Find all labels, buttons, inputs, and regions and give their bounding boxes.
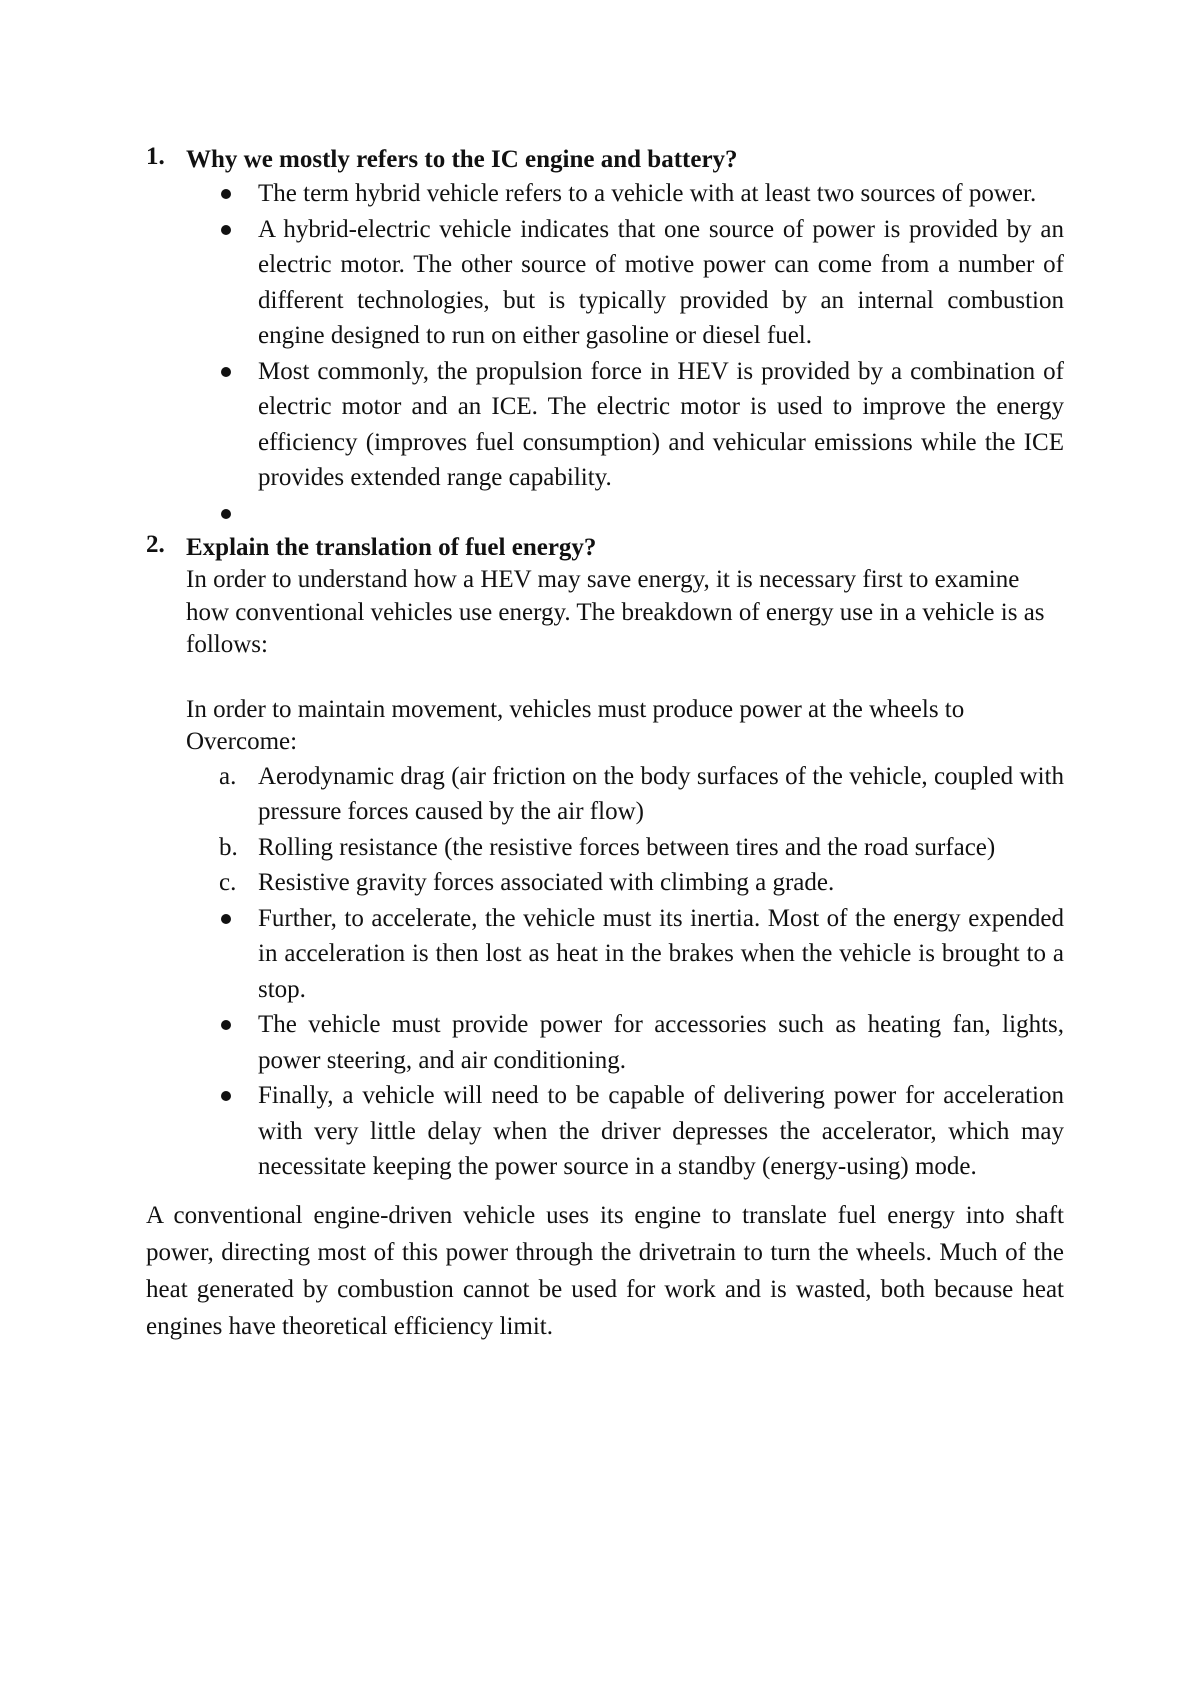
list-item	[186, 212, 1064, 354]
bullet-text: Further, to accelerate, the vehicle must its inertia. Most of the energy expended in acceleration is then lost as heat in the brakes when the vehicle is brought to a stop.	[258, 904, 1064, 1003]
spacer	[186, 662, 1064, 694]
list-item-text: Rolling resistance (the resistive forces between tires and the road surface)	[258, 833, 996, 861]
resistance-list	[186, 759, 1064, 901]
question-2-bullet-list	[186, 901, 1064, 1185]
list-item	[186, 830, 1064, 866]
list-item	[186, 354, 1064, 496]
list-item	[186, 1007, 1064, 1078]
question-1-bullet-list	[186, 176, 1064, 531]
list-item-text: Resistive gravity forces associated with climbing a grade.	[258, 869, 835, 896]
list-item	[186, 865, 1064, 901]
question-2-number: 2.	[146, 531, 165, 558]
question-1-title: Why we mostly refers to the IC engine and battery?	[186, 146, 738, 173]
list-marker: c.	[219, 869, 237, 896]
bullet-dot-icon	[221, 914, 231, 924]
list-item	[186, 176, 1064, 212]
bullet-dot-icon	[221, 1091, 231, 1101]
question-1	[146, 143, 1064, 531]
empty-list-item	[186, 496, 1064, 532]
closing-paragraph: A conventional engine-driven vehicle uses its engine to translate fuel energy into shaft power, directing most of this power through the drivetrain to turn the wheels. Much of the heat generated by combustion cannot be used for work and is wasted, both because heat engines have theoretical efficiency limit.	[146, 1201, 1064, 1340]
question-1-number: 1.	[146, 143, 165, 170]
bullet-dot-icon	[221, 509, 231, 519]
list-marker: b.	[219, 833, 238, 861]
list-item	[186, 759, 1064, 830]
list-item-text: Aerodynamic drag (air friction on the body surfaces of the vehicle, coupled with pressure forces caused by the air flow)	[258, 762, 1064, 825]
question-2	[146, 531, 1064, 1185]
bullet-dot-icon	[221, 367, 231, 377]
bullet-text: A hybrid-electric vehicle indicates that one source of power is provided by an electric motor. The other source of motive power can come from a number of different technologies, but is typically provided by an internal combustion engine designed to run on either gasoline or diesel fuel.	[258, 215, 1064, 349]
bullet-text: Finally, a vehicle will need to be capable of delivering power for acceleration with very little delay when the driver depresses the accelerator, which may necessitate keeping the power source in a standby (energy-using) mode.	[258, 1082, 1064, 1180]
question-2-title: Explain the translation of fuel energy?	[186, 534, 597, 561]
question-2-intro: In order to understand how a HEV may save energy, it is necessary first to examine how conventional vehicles use energy. The breakdown of energy use in a vehicle is as follows:	[186, 566, 1045, 658]
list-item	[186, 901, 1064, 1008]
bullet-dot-icon	[221, 225, 231, 235]
document-body	[146, 143, 1064, 1370]
question-2-overcome: In order to maintain movement, vehicles must produce power at the wheels to Overcome:	[186, 695, 965, 755]
bullet-text: The vehicle must provide power for accessories such as heating fan, lights, power steering, and air conditioning.	[258, 1011, 1064, 1074]
bullet-text: Most commonly, the propulsion force in HEV is provided by a combination of electric motor and an ICE. The electric motor is used to improve the energy efficiency (improves fuel consumption) and vehicular emissions while the ICE provides extended range capability.	[258, 357, 1064, 491]
list-marker: a.	[219, 762, 237, 790]
bullet-text: The term hybrid vehicle refers to a vehicle with at least two sources of power.	[258, 180, 1037, 207]
bullet-dot-icon	[221, 189, 231, 199]
list-item	[186, 1078, 1064, 1185]
bullet-dot-icon	[221, 1020, 231, 1030]
